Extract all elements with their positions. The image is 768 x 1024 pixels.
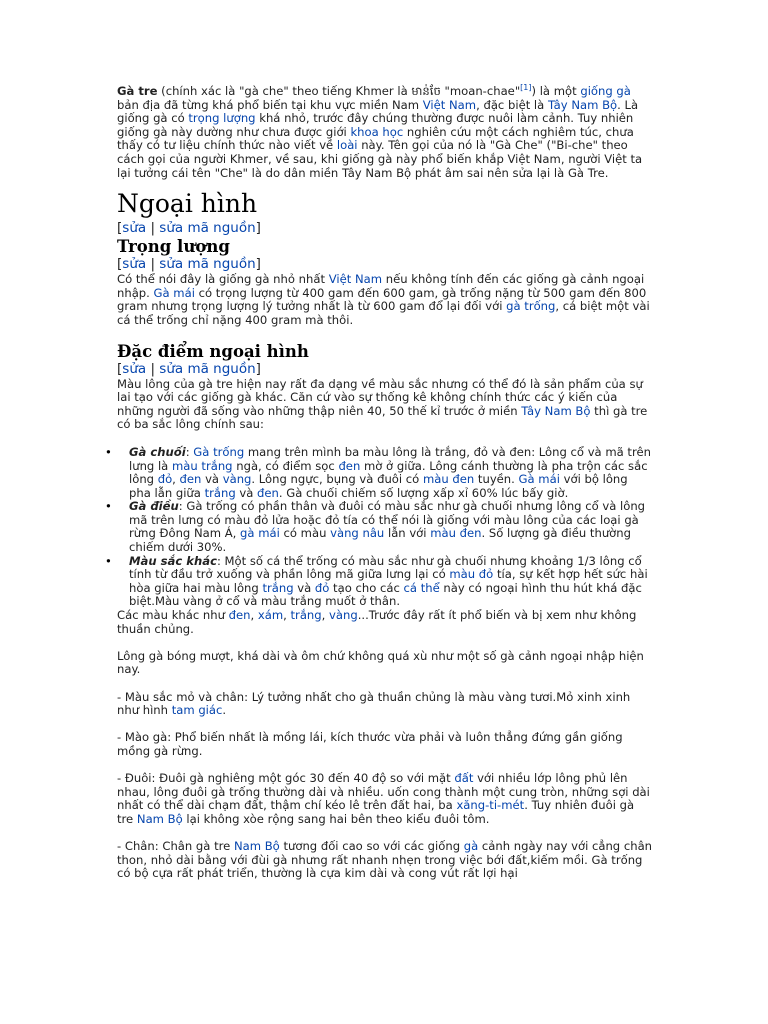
paragraph-text: cảnh ngày nay với cẳng chân thon, nhỏ dài bằng với đùi gà nhưng rất nhanh nhẹn trong việc bới đất,kiếm mồi. Gà trống có bộ cựa rất phát triển, thường là cựa kim dài và cong vút rất lợi hại [117,839,653,881]
paragraph-text: với nhiều lớp lông phủ lên nhau, lông đuôi gà trống thường dài và nhiều. uốn cong thành một cung tròn, những sợi dài nhất có thể dài chạm đất, thậm chí kéo lê trên đất hai, ba [117,771,650,813]
link-ca-the[interactable]: cá thể [403,580,440,595]
bracket: ] [255,360,261,377]
edit-links [117,361,653,378]
link-khoa-hoc[interactable]: khoa học [350,124,404,139]
paragraph-text: , cá biệt một vài cá thể trống chỉ nặng 400 gram mà thôi. [117,299,650,327]
list-text: ngà, có điểm sọc [232,458,339,473]
intro-text: nghiên cứu một cách nghiêm túc, chưa thấy có tư liệu chính thức nào viết về [117,124,634,153]
link-trang[interactable]: trắng [204,485,236,500]
link-ga[interactable]: gà [463,839,479,854]
list-text: : [185,444,194,459]
edit-source-link[interactable]: sửa mã nguồn [159,220,256,237]
link-do[interactable]: đỏ [314,580,330,595]
article-term: Gà tre [117,84,158,98]
link-vang[interactable]: vàng [222,472,252,487]
intro-text: (chính xác là "gà che" theo tiếng Khmer là [157,84,412,98]
list-text: : Một số cá thể trống có màu sắc như gà chuối nhưng khoảng 1/3 lông cổ tính từ đầu trở xuống và phần lông mã giữa lưng lại có [129,553,642,582]
list-item-ga-chuoi [129,446,653,500]
intro-paragraph [117,85,653,180]
khmer-text: មាន់ចែ [411,84,441,98]
heading-ngoai-hinh: Ngoại hình [117,189,258,219]
intro-text: ) là một [531,84,581,98]
spacer [117,718,653,732]
edit-link[interactable]: sửa [122,256,147,273]
color-types-list [117,446,653,609]
spacer [117,677,653,691]
dac-diem-paragraph [117,378,653,432]
list-text: có màu [279,526,331,541]
link-den[interactable]: đen [179,472,202,487]
link-mau-trang[interactable]: màu trắng [171,458,233,473]
intro-text: . Là giống gà có [117,97,639,126]
separator: | [146,360,160,377]
paragraph-text: nếu không tính đến các giống gà cảnh ngoại nhập. [117,272,645,300]
link-nam-bo[interactable]: Nam Bộ [136,811,183,826]
intro-text: "moan-chae" [440,84,521,98]
paragraph-text: - Màu sắc mỏ và chân: Lý tưởng nhất cho gà thuần chủng là màu vàng tươi.Mỏ xinh xinh như hình [117,689,631,718]
link-ga-mai[interactable]: Gà mái [153,285,195,300]
paragraph-text: Có thể nói đây là giống gà nhỏ nhất [117,272,329,287]
link-mau-den[interactable]: màu đen [430,526,482,541]
list-item-mau-sac-khac [129,555,653,609]
list-text: lẫn với [384,526,431,541]
intro-text: khá nhỏ, trước đây chúng thường được nuôi làm cảnh. Tuy nhiên giống gà này dường như chưa được giới [117,111,634,139]
spacer [117,827,653,841]
edit-source-link[interactable]: sửa mã nguồn [159,256,256,273]
link-do[interactable]: đỏ [157,472,173,487]
paragraph-text: Các màu khác như [117,608,229,623]
link-trang[interactable]: trắng [262,580,294,595]
list-text: mang trên mình ba màu lông là trắng, đỏ và đen: Lông cổ và mã trên lưng là [129,444,651,473]
edit-link[interactable]: sửa [122,220,147,237]
list-text: với bộ lông pha lẫn giữa [129,472,628,500]
edit-link[interactable]: sửa [122,360,147,377]
link-dat[interactable]: đất [454,771,474,786]
paragraph-text: lại không xòe rộng sang hai bên theo kiểu đuôi tôm. [182,811,490,826]
term-mau-sac-khac: Màu sắc khác [129,553,217,568]
paragraph-text: . Tuy nhiên đuôi gà tre [117,798,635,826]
list-text: và [235,485,258,500]
link-ga-mai[interactable]: Gà mái [518,472,560,487]
link-den[interactable]: đen [338,458,361,473]
list-text: . Lông ngực, bụng và đuôi có [251,472,423,487]
mau-sac-mo-paragraph [117,691,653,718]
list-text: mờ ở giữa. Lông cánh thường là pha trộn các sắc lông [129,458,648,487]
link-tam-giac[interactable]: tam giác [171,703,223,718]
link-nam-bo[interactable]: Nam Bộ [233,839,280,854]
paragraph-text: Màu lông của gà tre hiện nay rất đa dạng về màu sắc nhưng có thể đó là sản phẩm của sự lai tạo với các giống gà khác. Căn cứ vào sự thống kê không chính thức các ý kiến của những người đã sống vào những thập niên 40, 50 thế kỉ trước ở miền [117,376,643,418]
spacer [117,759,653,773]
link-mau-do[interactable]: màu đỏ [449,567,494,582]
list-text: tía, sự kết hợp hết sức hài hòa giữa hai màu lông [129,567,648,595]
bracket: [ [117,360,123,377]
bracket: ] [255,256,261,273]
separator: , [321,608,330,623]
link-vang-nau[interactable]: vàng nâu [330,526,385,541]
list-text: : Gà trống có phần thân và đuôi có màu sắc như gà chuối nhưng lông cổ và lông mã trên lưng có màu đỏ lửa hoặc đỏ tía có thể nói là giống với màu lông của các loại gà rừng Đông Nam Á, [129,499,646,541]
heading-trong-luong: Trọng lượng [117,237,230,257]
list-text: . Gà chuối chiếm số lượng xấp xỉ 60% lúc bấy giờ. [278,485,569,500]
separator: , [283,608,291,623]
separator: | [146,220,160,237]
link-viet-nam[interactable]: Việt Nam [422,97,477,112]
bracket: ] [255,220,261,237]
bracket: [ [117,220,123,237]
list-text: tuyền. [474,472,519,487]
link-tay-nam-bo[interactable]: Tây Nam Bộ [521,403,591,418]
article-content [117,85,653,881]
link-trang[interactable]: trắng [290,608,322,623]
bracket: [ [117,256,123,273]
link-xam[interactable]: xám [257,608,284,623]
list-text: và [201,472,223,487]
chan-paragraph [117,840,653,881]
link-trong-luong[interactable]: trọng lượng [188,111,256,126]
link-giong-ga[interactable]: giống gà [580,84,631,98]
paragraph-text: - Đuôi: Đuôi gà nghiêng một góc 30 đến 40 độ so với mặt [117,771,455,786]
paragraph-text: tương đối cao so với các giống [279,839,464,854]
paragraph-text: thì gà tre có ba sắc lông chính sau: [117,403,648,432]
link-ga-mai[interactable]: gà mái [240,526,280,541]
long-ga-paragraph: Lông gà bóng mượt, khá dài và ôm chứ không quá xù như một số gà cảnh ngoại nhập hiện nay. [117,648,644,677]
link-xang-ti-met[interactable]: xăng-ti-mét [456,798,525,813]
list-text: tạo cho các [329,580,404,595]
duoi-paragraph [117,772,653,826]
list-text: , [172,472,180,487]
reference-link[interactable]: [1] [520,83,532,93]
link-den[interactable]: đen [228,608,251,623]
trong-luong-paragraph [117,273,653,327]
list-text: . Số lượng gà điều thường chiếm dưới 30%. [129,526,631,555]
term-ga-chuoi: Gà chuối [129,444,186,459]
other-colors-paragraph [117,609,653,636]
edit-links [117,220,653,237]
link-tay-nam-bo[interactable]: Tây Nam Bộ [547,97,618,112]
list-text: này có ngoại hình thu hút khá đặc biệt.Màu vàng ở cổ và màu trắng muốt ở thân. [129,580,642,609]
link-mau-den[interactable]: màu đen [422,472,475,487]
separator: | [146,256,160,273]
list-item-ga-dieu [129,500,653,554]
list-text: và [293,580,315,595]
mao-ga-paragraph: - Mào gà: Phổ biến nhất là mồng lái, kích thước vừa phải và luôn thẳng đứng gần giống mồng gà rừng. [117,730,623,758]
paragraph-text: - Chân: Chân gà tre [117,839,234,854]
link-viet-nam[interactable]: Việt Nam [328,272,383,287]
intro-text: bản địa đã từng khá phổ biến tại khu vực miền Nam [117,97,423,112]
link-ga-trong[interactable]: Gà trống [193,444,245,459]
term-ga-dieu: Gà điều [129,499,179,514]
intro-text: này. Tên gọi của nó là "Gà Che" ("Bi-che" theo cách gọi của người Khmer, về sau, khi giống gà này phổ biến khắp Việt Nam, người Việt ta lại tưởng cái tên "Che" là do dân miền Tây Nam Bộ phát âm sai nên sửa lại là Gà Tre. [117,138,643,180]
edit-source-link[interactable]: sửa mã nguồn [159,360,256,377]
intro-text: , đặc biệt là [476,97,548,112]
link-den[interactable]: đen [257,485,279,500]
paragraph-text: ...Trước đây rất ít phổ biến và bị xem như không thuần chủng. [117,608,637,636]
link-loai[interactable]: loài [336,138,358,153]
heading-dac-diem-ngoai-hinh: Đặc điểm ngoại hình [117,341,309,361]
spacer [117,636,653,650]
link-ga-trong[interactable]: gà trống [506,299,556,314]
edit-links [117,256,653,273]
paragraph-text: có trọng lượng từ 400 gam đến 600 gam, gà trống nặng từ 500 gam đến 800 gram nhưng trọng lượng lý tưởng nhất là từ 600 gam đổ lại đối với [117,285,647,314]
link-vang[interactable]: vàng [329,608,358,623]
paragraph-text: . [222,703,227,718]
separator: , [250,608,258,623]
